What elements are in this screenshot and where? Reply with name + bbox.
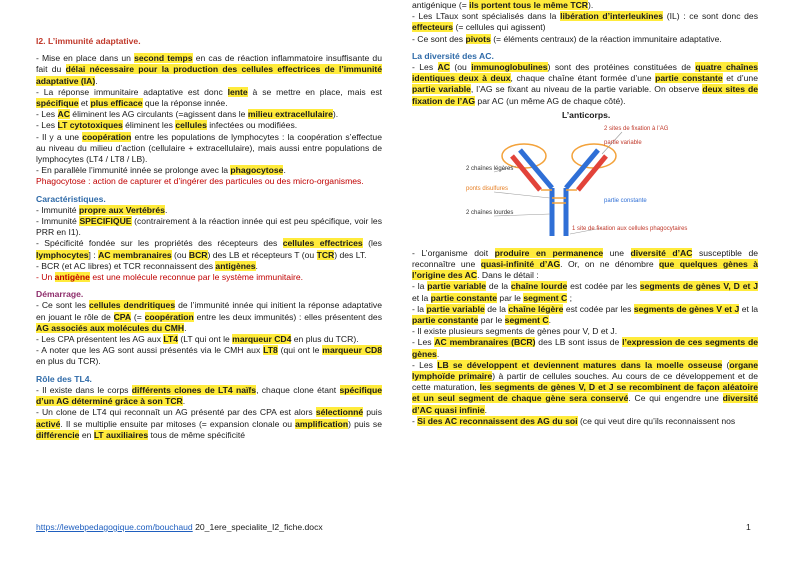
left-column [36,0,382,441]
r1: - Les LTaux sont spécialisés dans la libération d’interleukines (IL) : ce sont donc des effecteurs (= cellules qui agissent) [412,11,758,33]
right-column [412,0,758,427]
phago-para: - En parallèle l’immunité innée se prolonge avec la phagocytose. [36,165,286,176]
label-constante: partie constante [604,197,647,204]
phago-definition: Phagocytose : action de capturer et d’ingérer des particules ou des micro-organismes. [36,176,364,187]
carac-5: - Un antigène est une molécule reconnue par le système immunitaire. [36,272,304,283]
pointer-ponts [494,192,550,198]
section-title-demarrage: Démarrage. [36,289,84,300]
label-lourdes: 2 chaînes lourdes [466,209,514,216]
r2: - Ce sont des pivots (= éléments centraux) de la réaction immunitaire adaptative. [412,33,722,44]
section-title-diversite: La diversité des AC. [412,50,494,61]
intro-para-1: - Mise en place dans un second temps en cas de réaction inflammatoire insuffisante du fait du délai nécessaire pour la production des cellules effectrices de l’immunité adaptative (IA). [36,53,382,86]
label-fix: 1 site de fixation aux cellules phagocytaires [572,225,688,232]
intro-para-3: - La réponse immunitaire adaptative est donc lente à se mettre en place, mais est spécifique et plus efficace que la réponse innée. [36,86,382,109]
carac-3: - Spécificité fondée sur les propriétés des récepteurs des cellules effectrices (les lymphocytes] : AC membranaires (ou BCR) des LB et récepteurs T (ou TCR) des LT. [36,238,382,260]
tl4-1: - Il existe dans le corps différents clones de LT4 naïfs, chaque clone étant spécifique d’un AG déterminé grâce à son TCR. [36,384,383,407]
label-legeres: 2 chaînes légères [466,165,514,172]
antibody-figure [412,110,758,242]
org4: - Il existe plusieurs segments de gènes pour V, D et J. [412,326,618,337]
org2: - la partie variable de la chaîne lourde est codée par les segments de gènes V, D et J et la partie constante par le segment C ; [412,281,758,303]
dem-3: - A noter que les AG sont aussi présentés via le CMH aux LT8 (qui ont le marqueur CD8 en plus du TCR). [36,345,383,367]
r0: antigénique (= ils portent tous le même TCR). [412,0,594,10]
org7: - Si des AC reconnaissent des AG du soi (ce qui veut dire qu’ils reconnaissent nos [412,415,736,426]
ac-para: - Les AC éliminent les AG circulants (=agissent dans le milieu extracellulaire). [36,109,339,120]
page-footer [36,522,323,532]
lt-para: - Les LT cytotoxiques éliminent les cellules infectées ou modifiées. [36,120,298,131]
light-chain-left [512,156,540,190]
footer-filename: 20_1ere_specialite_I2_fiche.docx [192,522,323,532]
org6: - Les LB se développent et deviennent matures dans la moelle osseuse (organe lymphoïde primaire) à partir de cellules souches. Au cours de ce développement et de cette maturation, les segments de gènes V, D et J se recombinent de façon aléatoire et un seul segment de chaque gène sera conservé. Ce qui engendre une diversité d’AC quasi infinie. [412,359,759,415]
footer-link[interactable]: https://lewebpedagogique.com/bouchaud [36,522,193,532]
label-variable: partie variable [604,139,642,146]
div1: - Les AC (ou immunoglobulines) sont des protéines constituées de quatre chaînes identiques deux à deux, chaque chaîne étant formée d’une partie constante et d’une partie variable, l’AG se fixant au niveau de la partie variable. On observe deux sites de fixation de l’AG par AC (un même AG de chaque côté). [412,62,759,106]
page-number: 1 [746,522,751,532]
label-sites: 2 sites de fixation à l’AG [604,125,669,132]
org3: - la partie variable de la chaîne légère est codée par les segments de gènes V et J et la partie constante par le segment C. [412,303,759,326]
coop-para: - Il y a une coopération entre les populations de lymphocytes : la coopération s’effectue au niveau du milieu d’action (cellulaire + extracellulaire), mais aussi entre populations de lymphocytes (LT4 / LT8 / LB). [36,131,382,165]
carac-2: - Immunité SPECIFIQUE (contrairement à la réaction innée qui est peu spécifique, voir les PRR en I1). [36,216,382,238]
section-title-immunite: I2. L’immunité adaptative. [36,36,141,46]
org5: - Les AC membranaires (BCR) des LB sont issus de l’expression de ces segments de gènes. [412,337,758,359]
figure-title: L’anticorps. [562,109,611,120]
dem-1: - Ce sont les cellules dendritiques de l’immunité innée qui initient la réponse adaptative en jouant le rôle de CPA (= coopération entre les deux immunités) : elles présentent des AG associés aux molécules du CMH. [36,300,383,333]
section-title-carac: Caractéristiques. [36,193,106,204]
org1: - L’organisme doit produire en permanence une diversité d’AC susceptible de reconnaître une quasi-infinité d’AG. Or, on ne dénombre que quelques gènes à l’origine des AC. Dans le détail : [412,247,759,281]
light-chain-right [578,156,606,190]
carac-1: - Immunité propre aux Vertébrés. [36,204,168,215]
section-title-tl4: Rôle des TL4. [36,373,92,384]
carac-4: - BCR (et AC libres) et TCR reconnaissent des antigènes. [36,260,258,271]
label-ponts: ponts disulfures [466,185,509,192]
tl4-2: - Un clone de LT4 qui reconnaît un AG présenté par des CPA est alors sélectionné puis activé. Il se multiplie ensuite par mitoses (= expansion clonale ou amplification) puis se différencie en LT auxiliaires tous de même spécificité [36,407,383,440]
dem-2: - Les CPA présentent les AG aux LT4 (LT qui ont le marqueur CD4 en plus du TCR). [36,334,359,345]
antibody-diagram [412,110,758,242]
